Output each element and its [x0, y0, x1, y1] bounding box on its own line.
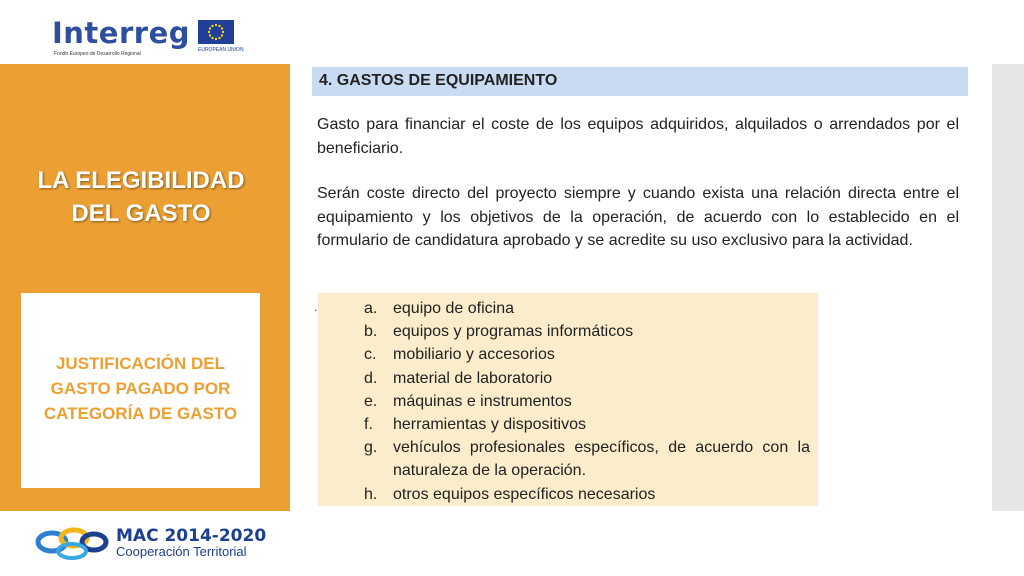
list-item-text: otros equipos específicos necesarios	[393, 485, 656, 503]
list-item	[318, 413, 818, 436]
equipment-list-box	[318, 293, 818, 506]
list-item-text: vehículos profesionales específicos, de acuerdo con la naturaleza de la operación.	[393, 439, 810, 480]
equipment-list	[318, 297, 818, 506]
list-item-text: equipos y programas informáticos	[393, 323, 634, 341]
list-item	[318, 343, 818, 366]
list-item-letter: a.	[364, 300, 378, 317]
list-item-letter: e.	[364, 392, 378, 410]
title-line-1: LA ELEGIBILIDAD	[37, 167, 245, 194]
interreg-wordmark: Interreg	[52, 16, 190, 50]
mac-logo-icon	[34, 520, 114, 564]
list-item	[318, 297, 818, 320]
paragraph-definition: Gasto para financiar el coste de los equipos adquiridos, alquilados o arrendados por el beneficiario.	[317, 116, 959, 157]
list-item	[318, 483, 818, 506]
left-panel-title	[0, 164, 282, 230]
interreg-logo	[52, 16, 252, 60]
left-panel	[0, 64, 290, 511]
list-item-letter: d.	[364, 369, 378, 387]
list-item-text: herramientas y dispositivos	[393, 416, 586, 434]
section-heading-bar	[312, 67, 968, 96]
eu-label: EUROPEAN UNION	[198, 47, 244, 53]
left-subtitle-text	[21, 351, 260, 426]
list-item-letter: h.	[364, 485, 378, 503]
subtitle-line-2: GASTO PAGADO POR	[50, 379, 231, 398]
left-subtitle-box	[21, 293, 260, 488]
list-item	[318, 436, 818, 482]
list-item-letter: g.	[364, 439, 378, 457]
list-item-letter: c.	[364, 346, 377, 364]
subtitle-line-1: JUSTIFICACIÓN DEL	[55, 354, 226, 373]
right-side-bar	[992, 64, 1024, 511]
list-item-text: material de laboratorio	[393, 369, 553, 387]
section-heading: 4. GASTOS DE EQUIPAMIENTO	[319, 72, 558, 89]
paragraph-conditions: Serán coste directo del proyecto siempre y cuando exista una relación directa entre el equipamiento y los objetivos de la operación, de acuerdo con lo establecido en el formulario de candidatura aprobado y se acredite su uso exclusivo para la actividad.	[317, 185, 959, 249]
list-item-text: equipo de oficina	[393, 300, 514, 317]
list-item	[318, 390, 818, 413]
eu-flag-icon	[198, 20, 234, 44]
list-item-text: mobiliario y accesorios	[393, 346, 555, 364]
list-item-text: máquinas e instrumentos	[393, 392, 572, 410]
subtitle-line-3: CATEGORÍA DE GASTO	[43, 404, 238, 423]
list-item-letter: f.	[364, 416, 373, 434]
list-item-letter: b.	[364, 323, 378, 341]
list-item	[318, 320, 818, 343]
interreg-subtitle: Fondo Europeo de Desarrollo Regional	[54, 51, 141, 57]
mac-subtitle: Cooperación Territorial	[116, 544, 247, 559]
title-line-2: DEL GASTO	[71, 200, 211, 227]
list-item	[318, 367, 818, 390]
mac-title: MAC 2014-2020	[116, 526, 267, 546]
stray-mark: .	[314, 300, 318, 314]
